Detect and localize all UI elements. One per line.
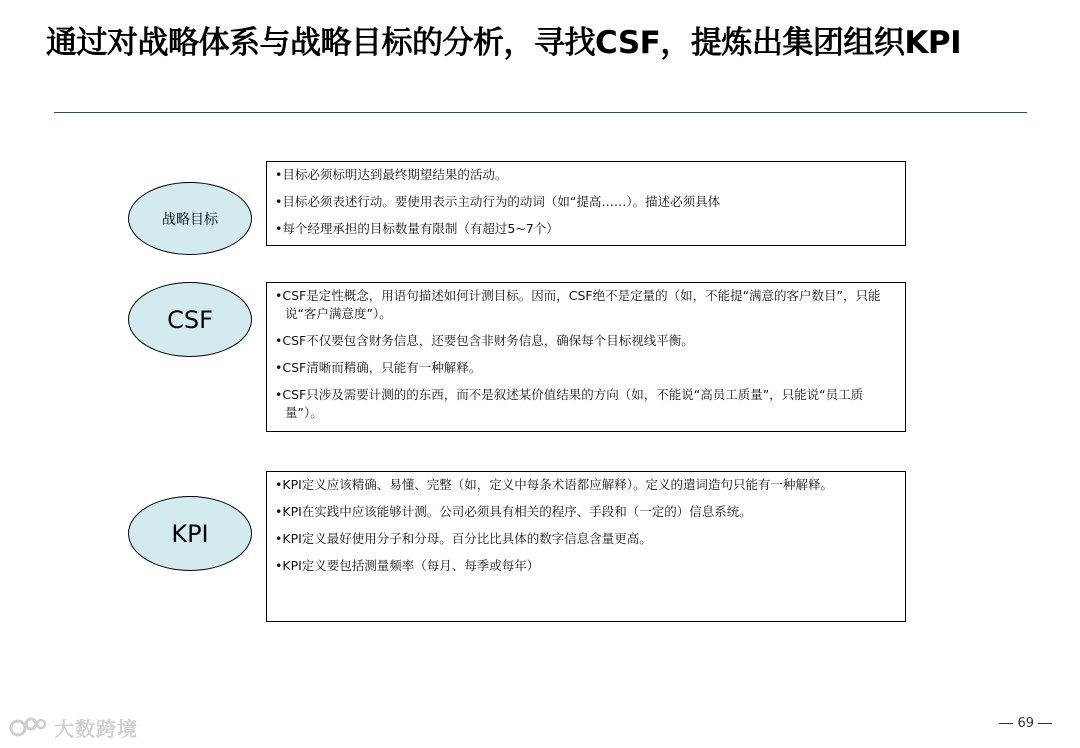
list-item: •KPI定义要包括测量频率（每月、每季或每年） [275, 558, 540, 573]
watermark-text: 大数跨境 [54, 716, 138, 741]
strategic-goal-box [266, 161, 906, 246]
dash-right [1038, 723, 1052, 724]
list-item: •KPI定义应该精确、易懂、完整（如，定义中每条术语都应解释）。定义的遣词造句只能有一种解释。 [275, 477, 834, 492]
strategic-goal-label: 战略目标 [162, 211, 218, 228]
page-number-value: 69 [1017, 716, 1034, 731]
list-item: •CSF不仅要包含财务信息，还要包含非财务信息，确保每个目标视线平衡。 [275, 333, 694, 348]
kpi-ellipse [128, 496, 252, 571]
list-item: •每个经理承担的目标数量有限制（有超过5~7个） [275, 221, 559, 236]
list-item: •CSF是定性概念，用语句描述如何计测目标。因而，CSF绝不是定量的（如，不能提“满意的客户数目”，只能说“客户满意度”）。 [275, 288, 881, 321]
kpi-label: KPI [171, 519, 209, 548]
brand-logo-icon [8, 714, 48, 740]
title-divider [54, 112, 1027, 113]
watermark-logo [8, 713, 138, 741]
list-item: •目标必须表述行动。要使用表示主动行为的动词（如“提高……）。描述必须具体 [275, 194, 721, 209]
page-title: 通过对战略体系与战略目标的分析，寻找CSF，提炼出集团组织KPI [46, 25, 962, 61]
csf-label: CSF [167, 305, 213, 334]
list-item: •CSF只涉及需要计测的的东西，而不是叙述某价值结果的方向（如，不能说“高员工质量”，只能说“员工质量”）。 [275, 387, 864, 420]
list-item: •目标必须标明达到最终期望结果的活动。 [275, 167, 508, 182]
strategic-goal-ellipse [128, 182, 252, 255]
csf-ellipse [128, 282, 252, 357]
list-item: •CSF清晰而精确，只能有一种解释。 [275, 360, 482, 375]
page-number [999, 716, 1052, 731]
list-item: •KPI定义最好使用分子和分母。百分比比具体的数字信息含量更高。 [275, 531, 652, 546]
kpi-box [266, 471, 906, 622]
dash-left [999, 723, 1013, 724]
list-item: •KPI在实践中应该能够计测。公司必须具有相关的程序、手段和（一定的）信息系统。 [275, 504, 752, 519]
csf-box [266, 282, 906, 432]
